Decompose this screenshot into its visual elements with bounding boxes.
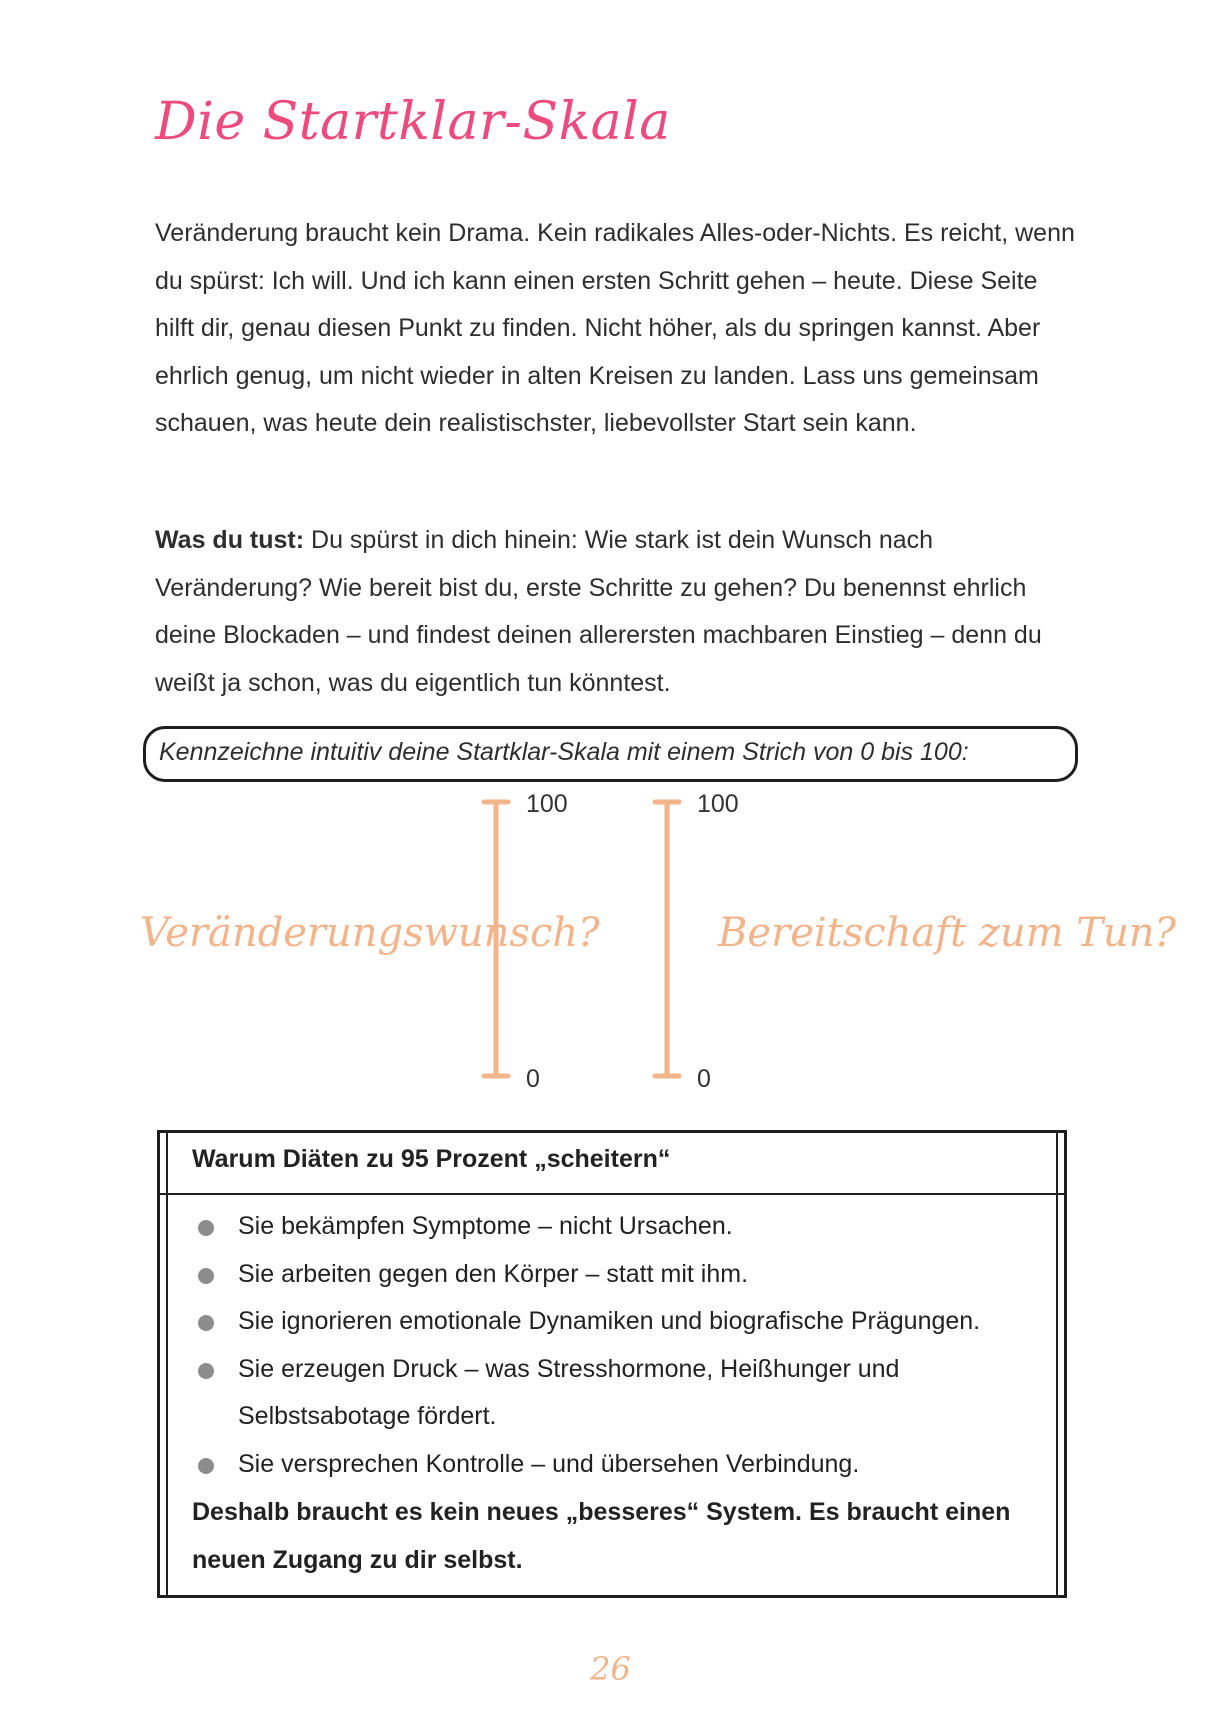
bullet-dot-icon <box>198 1220 214 1236</box>
task-lead: Was du tust: <box>155 526 305 554</box>
intro-paragraph: Veränderung braucht kein Drama. Kein radikales Alles-oder-Nichts. Es reicht, wenn du spürst: Ich will. Und ich kann einen ersten Schritt gehen – heute. Diese Seite hilft dir, genau diesen Punkt zu finden. Nicht höher, als du springen kannst. Aber ehrlich genug, um nicht wieder in alten Kreisen zu landen. Lass uns gemeinsam schauen, was heute dein realistischster, liebevollster Start sein kann. <box>155 219 1075 437</box>
scale-label-readiness: Bereitschaft zum Tun? <box>718 910 1176 956</box>
list-item-text: Sie bekämpfen Symptome – nicht Ursachen. <box>238 1212 733 1240</box>
prompt-box <box>143 726 1078 782</box>
scale-label-change-wish: Veränderungswunsch? <box>140 910 600 956</box>
bullet-dot-icon <box>198 1363 214 1379</box>
bullet-dot-icon <box>198 1315 214 1331</box>
list-item-text: Sie erzeugen Druck – was Stresshormone, Heißhunger und Selbstsabotage fördert. <box>238 1354 900 1430</box>
task-text: Du spürst in dich hinein: Wie stark ist dein Wunsch nach Veränderung? Wie bereit bist du, erste Schritte zu gehen? Du benennst ehrlich deine Blockaden – und findest deinen allerersten machbaren Einstieg – denn du weißt ja schon, was du eigentlich tun könntest. <box>155 526 1042 697</box>
prompt-text: Kennzeichne intuitiv deine Startklar-Skala mit einem Strich von 0 bis 100: <box>159 738 969 766</box>
list-item-text: Sie arbeiten gegen den Körper – statt mit ihm. <box>238 1259 749 1288</box>
list-item <box>160 1298 1064 1346</box>
list-item <box>160 1441 1064 1489</box>
startklar-scales <box>0 790 1221 1110</box>
list-item-text: Sie versprechen Kontrolle – und übersehen Verbindung. <box>238 1449 860 1478</box>
page-title: Die Startklar-Skala <box>155 92 671 152</box>
scale-max-label-change-wish: 100 <box>526 790 568 818</box>
scale-min-label-readiness: 0 <box>697 1065 711 1093</box>
info-box <box>157 1130 1067 1598</box>
info-box-list <box>160 1203 1064 1488</box>
bullet-dot-icon <box>198 1458 214 1474</box>
list-item <box>160 1251 1064 1299</box>
list-item <box>160 1346 1064 1441</box>
scale-min-label-change-wish: 0 <box>526 1065 540 1093</box>
scale-bar-readiness[interactable] <box>647 796 687 1086</box>
page-number: 26 <box>590 1650 631 1688</box>
bullet-dot-icon <box>198 1268 214 1284</box>
list-item <box>160 1203 1064 1251</box>
list-item-text: Sie ignorieren emotionale Dynamiken und biografische Prägungen. <box>238 1307 981 1335</box>
info-box-header <box>160 1133 1064 1195</box>
task-paragraph <box>155 517 1075 707</box>
scale-bar-change-wish[interactable] <box>476 796 516 1086</box>
info-box-conclusion: Deshalb braucht es kein neues „besseres“ System. Es braucht einen neuen Zugang zu dir selbst. <box>192 1498 1011 1574</box>
scale-max-label-readiness: 100 <box>697 790 739 818</box>
info-box-title: Warum Diäten zu 95 Prozent „scheitern“ <box>192 1145 671 1173</box>
